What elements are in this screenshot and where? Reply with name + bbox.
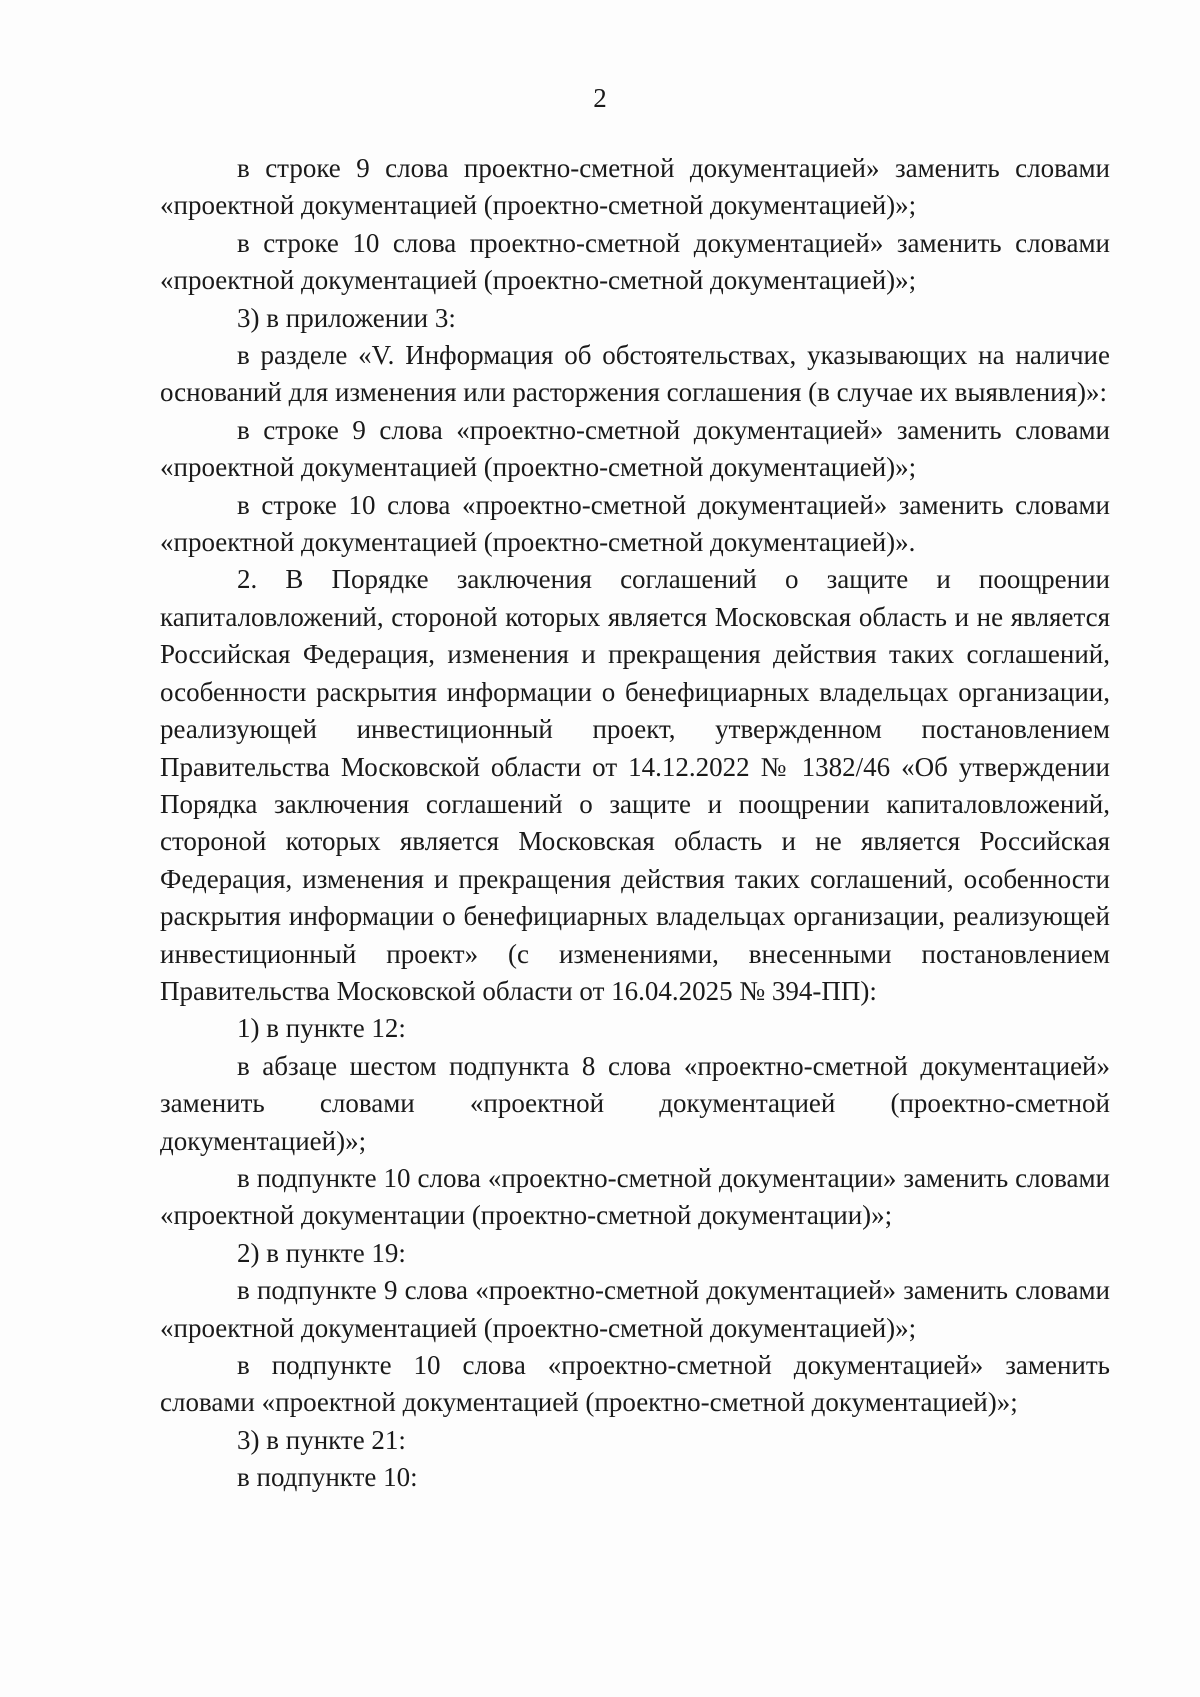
paragraph: в подпункте 10 слова «проектно-сметной документации» заменить словами «проектной документации (проектно-сметной документации)»; xyxy=(160,1162,1110,1231)
list-item-heading: 3) в приложении 3: xyxy=(237,302,456,333)
paragraph: в абзаце шестом подпункта 8 слова «проектно-сметной документацией» заменить словами «проектной документацией (проектно-сметной документацией)»; xyxy=(160,1050,1110,1156)
paragraph: в разделе «V. Информация об обстоятельствах, указывающих на наличие оснований для изменения или расторжения соглашения (в случае их выявления)»: xyxy=(160,340,1110,408)
list-item-heading: 2) в пункте 19: xyxy=(237,1237,406,1268)
paragraph: 2. В Порядке заключения соглашений о защите и поощрении капиталовложений, стороной которых является Московская область и не является Российская Федерация, изменения и прекращения действия таких соглашений, особенности раскрытия информации о бенефициарных владельцах организации, реализующей инвестиционный проект, утвержденном постановлением Правительства Московской области от 14.12.2022 № 1382/46 «Об утверждении Порядка заключения соглашений о защите и поощрении капиталовложений, стороной которых является Московская область и не является Российская Федерация, изменения и прекращения действия таких соглашений, особенности раскрытия информации о бенефициарных владельцах организации, реализующей инвестиционный проект» (с изменениями, внесенными постановлением Правительства Московской области от 16.04.2025 № 394-ПП): xyxy=(160,564,1110,1006)
list-item-heading: в подпункте 10: xyxy=(237,1462,418,1493)
document-body xyxy=(160,150,1110,1497)
paragraph: в подпункте 9 слова «проектно-сметной документацией» заменить словами «проектной документацией (проектно-сметной документацией)»; xyxy=(160,1275,1110,1343)
paragraph: в строке 10 слова «проектно-сметной документацией» заменить словами «проектной документацией (проектно-сметной документацией)». xyxy=(160,489,1110,558)
paragraph: в строке 10 слова проектно-сметной документацией» заменить словами «проектной документацией (проектно-сметной документацией)»; xyxy=(160,227,1110,296)
paragraph: в строке 9 слова «проектно-сметной документацией» заменить словами «проектной документацией (проектно-сметной документацией)»; xyxy=(160,414,1110,483)
paragraph: в подпункте 10 слова «проектно-сметной документацией» заменить словами «проектной документацией (проектно-сметной документацией)»; xyxy=(160,1350,1110,1418)
list-item-heading: 1) в пункте 12: xyxy=(237,1013,406,1044)
list-item-heading: 3) в пункте 21: xyxy=(237,1424,406,1455)
page-number: 2 xyxy=(593,83,607,113)
paragraph: в строке 9 слова проектно-сметной документацией» заменить словами «проектной документацией (проектно-сметной документацией)»; xyxy=(160,153,1110,221)
